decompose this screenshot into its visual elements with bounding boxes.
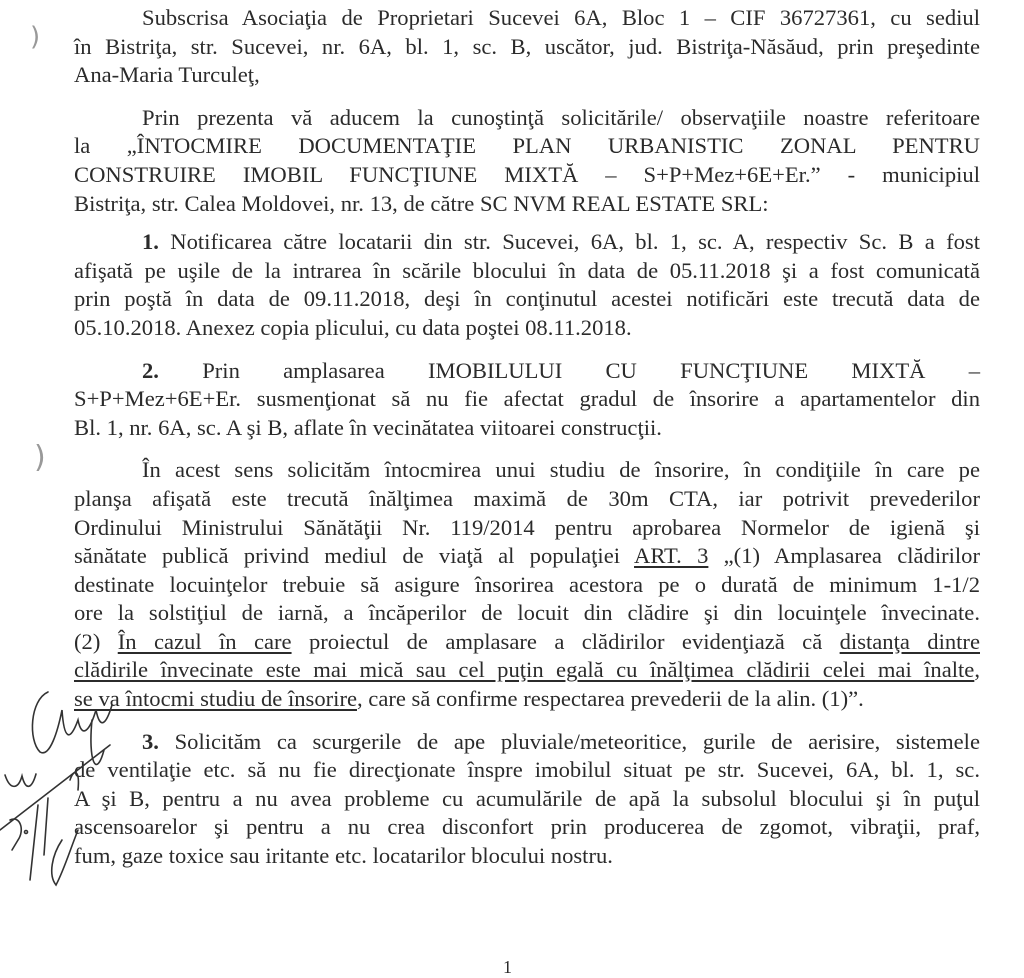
text-line: clădirile învecinate este mai mică sau cel puţin egală cu înălţimea clădirii celei mai înalte, [74, 657, 980, 683]
text-line: sănătate publică privind mediul de viaţă al populaţiei ART. 3 „(1) Amplasarea clădirilor [74, 543, 981, 569]
item-number: 1. [142, 229, 159, 255]
text-line: Subscrisa Asociaţia de Proprietari Sucevei 6A, Bloc 1 – CIF 36727361, cu sediul [142, 5, 980, 30]
text-line: planşa afişată este trecută înălţimea maximă de 30m CTA, iar potrivit prevederilor [74, 485, 980, 511]
item-number: 2. [142, 357, 159, 383]
punch-hole-mark: ) [34, 440, 46, 475]
text-line: (2) În cazul în care proiectul de amplasare a clădirilor evidenţiază că distanţa dintre [74, 628, 980, 654]
text-line: Bl. 1, nr. 6A, sc. A şi B, aflate în vecinătatea viitoarei construcţii. [74, 414, 662, 440]
paragraph-intro [74, 4, 980, 90]
text-line: A şi B, pentru a nu avea probleme cu acumulările de apă la subsolul blocului şi în puţul [74, 785, 980, 811]
item-3 [74, 728, 980, 871]
text-line: destinate locuinţelor trebuie să asigure însorirea acestora pe o durată de minimum 1-1/2 [74, 571, 980, 597]
text-line: la „ÎNTOCMIRE DOCUMENTAŢIE PLAN URBANISTIC ZONAL PENTRU [74, 133, 980, 159]
paragraph-study [74, 456, 980, 713]
text-line: 05.10.2018. Anexez copia plicului, cu data poştei 08.11.2018. [74, 314, 632, 340]
underlined-reference: ART. 3 [634, 543, 709, 569]
text-line: prin poştă în data de 09.11.2018, deşi în conţinutul acestei notificări este trecută data de [74, 286, 980, 312]
underlined-text: În cazul în care [117, 628, 292, 654]
text-line: CONSTRUIRE IMOBIL FUNCŢIUNE MIXTĂ – S+P+Mez+6E+Er.” - municipiul [74, 161, 980, 187]
text-line: fum, gaze toxice sau iritante etc. locatarilor blocului nostru. [74, 843, 613, 869]
text-line: în Bistriţa, str. Sucevei, nr. 6A, bl. 1, sc. B, uscător, jud. Bistriţa-Năsăud, prin preşedinte [74, 33, 980, 59]
text-line: În acest sens solicităm întocmirea unui studiu de însorire, în condiţiile în care pe [142, 457, 980, 483]
text-line: se va întocmi studiu de însorire, care să confirme respectarea prevederii de la alin. (1)”. [74, 686, 864, 712]
underlined-text: se va întocmi studiu de însorire [74, 686, 357, 712]
document-body [74, 4, 980, 871]
text-line: Ana-Maria Turculeţ, [74, 62, 260, 88]
underlined-text: distanţa dintre [839, 628, 980, 654]
punch-hole-mark: ) [30, 22, 41, 52]
paragraph-request [74, 104, 980, 218]
text-line: afişată pe uşile de la intrarea în scările blocului în data de 05.11.2018 şi a fost comunicată [74, 257, 980, 283]
text-line: Prin prezenta vă aducem la cunoştinţă solicitările/ observaţiile noastre referitoare [142, 104, 980, 130]
text-line: 1. Notificarea către locatarii din str. Sucevei, 6A, bl. 1, sc. A, respectiv Sc. B a fost [142, 229, 980, 255]
text-line: ascensoarelor şi pentru a nu crea disconfort prin producerea de zgomot, vibraţii, praf, [74, 814, 980, 840]
page-number: 1 [503, 957, 512, 977]
text-line: Ordinului Ministrului Sănătăţii Nr. 119/2014 pentru aprobarea Normelor de igienă şi [74, 514, 980, 540]
text-line: ore la solstiţiul de iarnă, a încăperilor de locuit din clădire şi din locuinţele învecinate. [74, 600, 980, 626]
text-line: 2. Prin amplasarea IMOBILULUI CU FUNCŢIUNE MIXTĂ – [142, 357, 980, 383]
item-number: 3. [142, 728, 159, 754]
text-line: 3. Solicităm ca scurgerile de ape pluviale/meteoritice, gurile de aerisire, sistemele [142, 728, 980, 754]
text-line: Bistriţa, str. Calea Moldovei, nr. 13, de către SC NVM REAL ESTATE SRL: [74, 190, 769, 216]
text-line: S+P+Mez+6E+Er. susmenţionat să nu fie afectat gradul de însorire a apartamentelor din [74, 386, 980, 412]
text-line: de ventilaţie etc. să nu fie direcţionate înspre imobilul situat pe str. Sucevei, 6A, bl. 1, sc. [74, 757, 980, 783]
item-1 [74, 228, 980, 342]
underlined-text: clădirile învecinate este mai mică sau cel puţin egală cu înălţimea clădirii celei mai înalte [74, 657, 975, 683]
item-2 [74, 357, 980, 443]
